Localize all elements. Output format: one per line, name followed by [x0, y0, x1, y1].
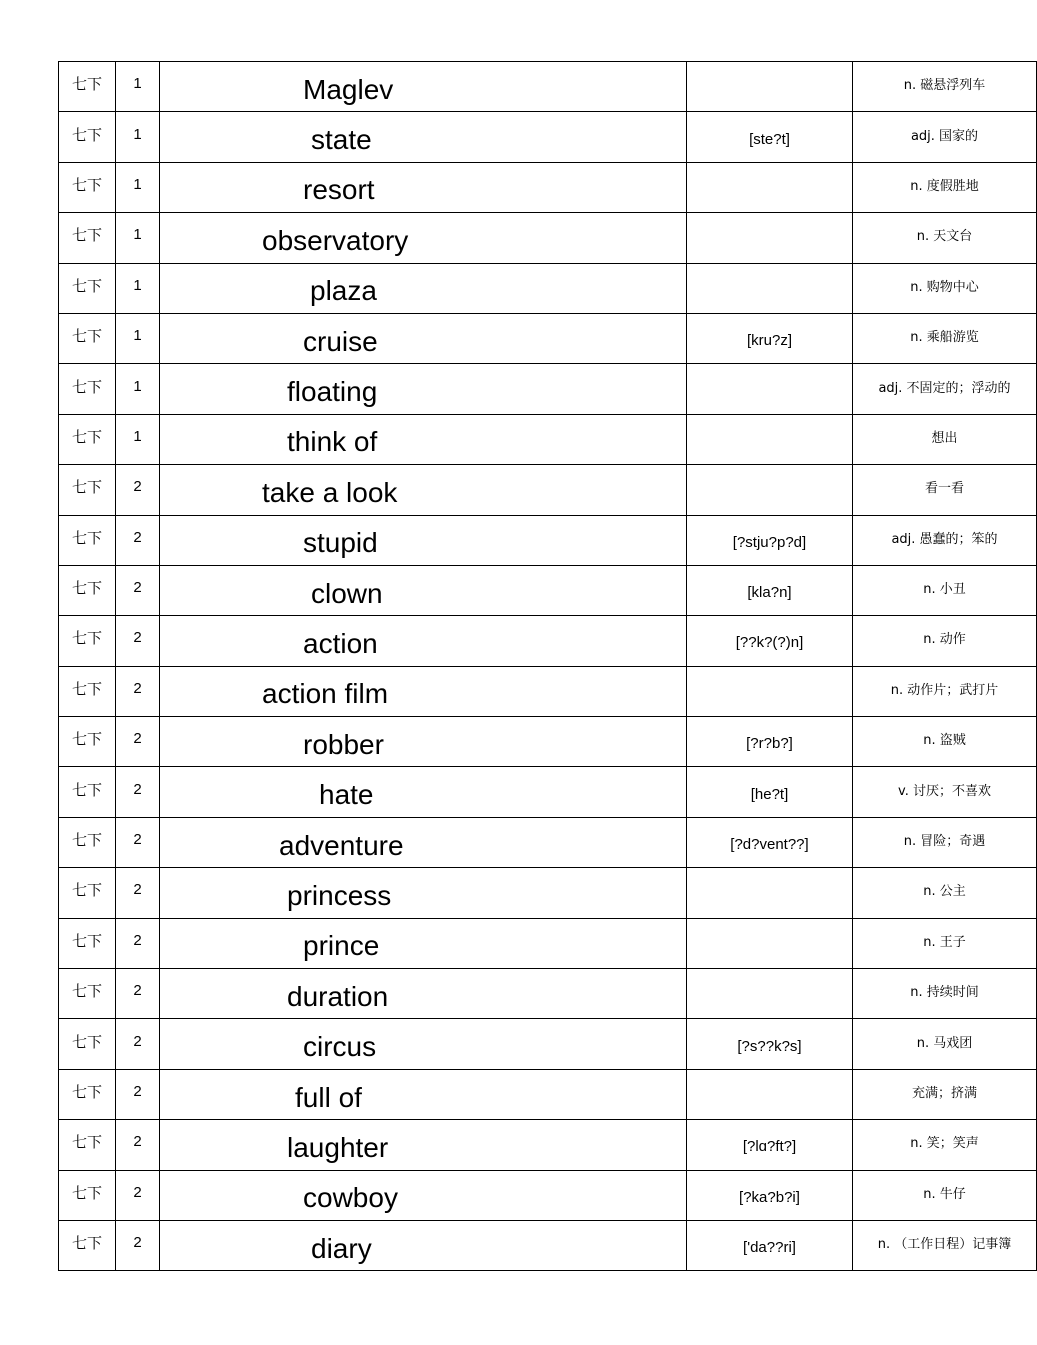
meaning-cell — [853, 868, 1037, 918]
table-row — [59, 666, 1037, 716]
meaning-text: n. 盗贼 — [923, 733, 966, 749]
meaning-cell — [853, 112, 1037, 162]
phonetic-text: [?d?vent??] — [730, 836, 809, 854]
grade-cell — [59, 1069, 116, 1119]
grade-text: 七下 — [71, 427, 102, 446]
unit-text: 2 — [133, 931, 142, 949]
grade-text: 七下 — [71, 931, 102, 950]
meaning-cell — [853, 213, 1037, 263]
word-cell — [160, 868, 687, 918]
meaning-cell — [853, 515, 1037, 565]
word-cell — [160, 364, 687, 414]
unit-cell — [116, 767, 160, 817]
word-text: stupid — [303, 527, 378, 559]
phonetic-cell — [687, 1120, 853, 1170]
meaning-text: adj. 愚蠢的；笨的 — [891, 531, 998, 547]
phonetic-text: [?r?b?] — [746, 735, 793, 753]
word-cell — [160, 213, 687, 263]
unit-cell — [116, 565, 160, 615]
grade-cell — [59, 414, 116, 464]
word-text: princess — [287, 879, 392, 911]
meaning-text: adj. 不固定的；浮动的 — [878, 380, 1011, 396]
word-cell — [160, 1019, 687, 1069]
word-cell — [160, 313, 687, 363]
table-row — [59, 465, 1037, 515]
grade-cell — [59, 465, 116, 515]
word-cell — [160, 616, 687, 666]
meaning-cell — [853, 1120, 1037, 1170]
word-text: hate — [319, 779, 374, 811]
unit-text: 1 — [133, 226, 142, 244]
phonetic-text: [he?t] — [750, 785, 789, 803]
phonetic-cell — [687, 565, 853, 615]
table-row — [59, 918, 1037, 968]
table-row — [59, 62, 1037, 112]
unit-cell — [116, 1170, 160, 1220]
meaning-text: n. 小丑 — [923, 582, 966, 598]
unit-cell — [116, 616, 160, 666]
table-row — [59, 1069, 1037, 1119]
word-text: take a look — [262, 476, 398, 508]
unit-text: 2 — [133, 1234, 142, 1252]
word-cell — [160, 515, 687, 565]
phonetic-cell — [687, 1170, 853, 1220]
unit-text: 2 — [133, 1183, 142, 1201]
phonetic-cell — [687, 162, 853, 212]
meaning-text: n. 磁悬浮列车 — [903, 78, 986, 94]
unit-text: 1 — [133, 327, 142, 345]
unit-text: 1 — [133, 276, 142, 294]
word-cell — [160, 112, 687, 162]
meaning-cell — [853, 263, 1037, 313]
table-row — [59, 616, 1037, 666]
meaning-cell — [853, 364, 1037, 414]
grade-text: 七下 — [71, 478, 102, 497]
unit-text: 2 — [133, 579, 142, 597]
phonetic-cell — [687, 868, 853, 918]
meaning-text: adj. 国家的 — [910, 128, 979, 144]
meaning-text: n. 动作 — [923, 632, 966, 648]
phonetic-text: [kru?z] — [746, 332, 792, 350]
grade-text: 七下 — [71, 1234, 102, 1253]
word-text: robber — [303, 728, 384, 760]
phonetic-cell — [687, 313, 853, 363]
word-text: duration — [287, 980, 389, 1012]
word-text: Maglev — [303, 73, 394, 105]
word-cell — [160, 918, 687, 968]
unit-cell — [116, 162, 160, 212]
unit-cell — [116, 817, 160, 867]
word-cell — [160, 1069, 687, 1119]
meaning-cell — [853, 62, 1037, 112]
unit-cell — [116, 112, 160, 162]
word-cell — [160, 162, 687, 212]
phonetic-text: [?stju?p?d] — [732, 533, 807, 551]
table-row — [59, 817, 1037, 867]
table-row — [59, 213, 1037, 263]
grade-cell — [59, 515, 116, 565]
meaning-cell — [853, 565, 1037, 615]
phonetic-text: [?s??k?s] — [737, 1037, 802, 1055]
phonetic-cell — [687, 616, 853, 666]
meaning-text: v. 讨厌；不喜欢 — [898, 783, 991, 799]
phonetic-cell — [687, 414, 853, 464]
unit-cell — [116, 465, 160, 515]
grade-cell — [59, 1220, 116, 1270]
meaning-text: n. 持续时间 — [910, 985, 979, 1001]
phonetic-cell — [687, 213, 853, 263]
meaning-cell — [853, 918, 1037, 968]
unit-text: 2 — [133, 478, 142, 496]
word-text: prince — [303, 930, 380, 962]
unit-cell — [116, 515, 160, 565]
word-text: think of — [287, 426, 378, 458]
phonetic-cell — [687, 817, 853, 867]
unit-cell — [116, 717, 160, 767]
word-text: diary — [311, 1232, 372, 1264]
unit-text: 2 — [133, 780, 142, 798]
unit-text: 1 — [133, 175, 142, 193]
grade-cell — [59, 918, 116, 968]
grade-text: 七下 — [71, 831, 102, 850]
meaning-cell — [853, 969, 1037, 1019]
unit-text: 2 — [133, 730, 142, 748]
word-text: laughter — [287, 1131, 389, 1163]
table-row — [59, 515, 1037, 565]
meaning-cell — [853, 1170, 1037, 1220]
grade-text: 七下 — [71, 276, 102, 295]
phonetic-cell — [687, 465, 853, 515]
grade-text: 七下 — [71, 579, 102, 598]
table-row — [59, 767, 1037, 817]
meaning-cell — [853, 1069, 1037, 1119]
meaning-text: n. 笑；笑声 — [910, 1136, 979, 1152]
phonetic-cell — [687, 918, 853, 968]
grade-cell — [59, 213, 116, 263]
grade-text: 七下 — [71, 125, 102, 144]
word-cell — [160, 1120, 687, 1170]
word-cell — [160, 414, 687, 464]
table-row — [59, 868, 1037, 918]
unit-cell — [116, 666, 160, 716]
table-row — [59, 112, 1037, 162]
table-row — [59, 1170, 1037, 1220]
grade-text: 七下 — [71, 1183, 102, 1202]
unit-text: 1 — [133, 377, 142, 395]
phonetic-text: [ste?t] — [749, 130, 790, 148]
grade-cell — [59, 263, 116, 313]
meaning-text: n. 购物中心 — [910, 279, 979, 295]
phonetic-cell — [687, 515, 853, 565]
table-row — [59, 565, 1037, 615]
table-row — [59, 263, 1037, 313]
unit-cell — [116, 1120, 160, 1170]
meaning-cell — [853, 1019, 1037, 1069]
table-row — [59, 969, 1037, 1019]
unit-cell — [116, 868, 160, 918]
meaning-text: n. 牛仔 — [923, 1186, 966, 1202]
grade-text: 七下 — [71, 1032, 102, 1051]
meaning-cell — [853, 616, 1037, 666]
unit-cell — [116, 364, 160, 414]
unit-cell — [116, 62, 160, 112]
word-text: action film — [262, 678, 389, 710]
meaning-text: n. 公主 — [923, 884, 966, 900]
meaning-cell — [853, 1220, 1037, 1270]
word-cell — [160, 666, 687, 716]
table-row — [59, 414, 1037, 464]
meaning-cell — [853, 767, 1037, 817]
unit-text: 2 — [133, 1133, 142, 1151]
unit-text: 2 — [133, 629, 142, 647]
unit-text: 2 — [133, 831, 142, 849]
phonetic-cell — [687, 1220, 853, 1270]
word-text: clown — [311, 577, 383, 609]
vocabulary-table — [58, 61, 1037, 1271]
grade-cell — [59, 666, 116, 716]
grade-cell — [59, 162, 116, 212]
grade-text: 七下 — [71, 679, 102, 698]
phonetic-text: [??k?(?)n] — [735, 634, 804, 652]
unit-text: 1 — [133, 75, 142, 93]
word-text: resort — [303, 174, 375, 206]
grade-text: 七下 — [71, 175, 102, 194]
grade-cell — [59, 364, 116, 414]
word-text: observatory — [262, 224, 409, 256]
grade-text: 七下 — [71, 226, 102, 245]
meaning-text: n. 天文台 — [916, 229, 973, 245]
meaning-cell — [853, 817, 1037, 867]
phonetic-cell — [687, 1069, 853, 1119]
grade-cell — [59, 717, 116, 767]
table-row — [59, 162, 1037, 212]
unit-text: 2 — [133, 1032, 142, 1050]
grade-cell — [59, 112, 116, 162]
unit-cell — [116, 213, 160, 263]
meaning-cell — [853, 666, 1037, 716]
phonetic-text: [?lɑ?ft?] — [742, 1138, 797, 1156]
word-text: circus — [303, 1031, 377, 1063]
grade-cell — [59, 1120, 116, 1170]
word-cell — [160, 565, 687, 615]
word-text: cruise — [303, 325, 378, 357]
grade-text: 七下 — [71, 629, 102, 648]
meaning-text: 看一看 — [924, 481, 964, 497]
unit-cell — [116, 414, 160, 464]
word-text: action — [303, 627, 378, 659]
unit-cell — [116, 969, 160, 1019]
table-row — [59, 1120, 1037, 1170]
word-cell — [160, 465, 687, 515]
table-row — [59, 313, 1037, 363]
word-text: adventure — [279, 829, 404, 861]
vocabulary-table-body — [59, 62, 1037, 1271]
grade-cell — [59, 616, 116, 666]
grade-cell — [59, 1019, 116, 1069]
meaning-text: 想出 — [931, 430, 958, 446]
phonetic-text: ['da??ri] — [743, 1239, 796, 1257]
meaning-text: n. （工作日程）记事簿 — [877, 1237, 1012, 1253]
word-cell — [160, 263, 687, 313]
phonetic-cell — [687, 717, 853, 767]
table-row — [59, 1220, 1037, 1270]
grade-text: 七下 — [71, 730, 102, 749]
grade-text: 七下 — [71, 982, 102, 1001]
meaning-cell — [853, 717, 1037, 767]
grade-text: 七下 — [71, 780, 102, 799]
grade-text: 七下 — [71, 327, 102, 346]
unit-cell — [116, 1220, 160, 1270]
unit-cell — [116, 313, 160, 363]
grade-text: 七下 — [71, 528, 102, 547]
meaning-text: n. 度假胜地 — [910, 178, 979, 194]
phonetic-cell — [687, 666, 853, 716]
phonetic-cell — [687, 969, 853, 1019]
meaning-cell — [853, 162, 1037, 212]
grade-cell — [59, 313, 116, 363]
phonetic-cell — [687, 364, 853, 414]
phonetic-text: [?ka?b?i] — [739, 1188, 800, 1206]
meaning-text: n. 冒险；奇遇 — [903, 834, 986, 850]
meaning-text: 充满；挤满 — [911, 1086, 977, 1101]
word-text: full of — [295, 1081, 362, 1113]
unit-text: 2 — [133, 982, 142, 1000]
grade-text: 七下 — [71, 377, 102, 396]
phonetic-cell — [687, 263, 853, 313]
unit-cell — [116, 1019, 160, 1069]
grade-cell — [59, 565, 116, 615]
meaning-cell — [853, 465, 1037, 515]
word-cell — [160, 717, 687, 767]
grade-cell — [59, 868, 116, 918]
word-cell — [160, 817, 687, 867]
meaning-cell — [853, 313, 1037, 363]
phonetic-cell — [687, 767, 853, 817]
word-cell — [160, 62, 687, 112]
grade-cell — [59, 1170, 116, 1220]
unit-cell — [116, 1069, 160, 1119]
grade-cell — [59, 767, 116, 817]
unit-cell — [116, 263, 160, 313]
table-row — [59, 717, 1037, 767]
unit-text: 1 — [133, 125, 142, 143]
word-cell — [160, 1170, 687, 1220]
table-row — [59, 364, 1037, 414]
word-cell — [160, 767, 687, 817]
phonetic-cell — [687, 1019, 853, 1069]
phonetic-cell — [687, 62, 853, 112]
grade-text: 七下 — [71, 1083, 102, 1101]
word-text: plaza — [310, 275, 377, 307]
grade-cell — [59, 817, 116, 867]
word-text: floating — [287, 376, 378, 408]
meaning-text: n. 马戏团 — [916, 1035, 973, 1051]
grade-text: 七下 — [71, 75, 102, 94]
phonetic-text: [kla?n] — [747, 584, 792, 602]
phonetic-cell — [687, 112, 853, 162]
table-row — [59, 1019, 1037, 1069]
word-text: cowboy — [303, 1182, 398, 1214]
word-cell — [160, 1220, 687, 1270]
word-text: state — [311, 124, 372, 156]
grade-cell — [59, 62, 116, 112]
meaning-text: n. 乘船游览 — [910, 330, 979, 346]
unit-text: 2 — [133, 881, 142, 899]
word-cell — [160, 969, 687, 1019]
unit-text: 2 — [133, 528, 142, 546]
meaning-text: n. 王子 — [923, 934, 966, 950]
unit-text: 2 — [133, 679, 142, 697]
grade-cell — [59, 969, 116, 1019]
meaning-text: n. 动作片；武打片 — [890, 682, 999, 698]
grade-text: 七下 — [71, 1133, 102, 1152]
unit-text: 1 — [133, 427, 142, 445]
meaning-cell — [853, 414, 1037, 464]
grade-text: 七下 — [71, 881, 102, 900]
unit-cell — [116, 918, 160, 968]
unit-text: 2 — [133, 1083, 142, 1100]
